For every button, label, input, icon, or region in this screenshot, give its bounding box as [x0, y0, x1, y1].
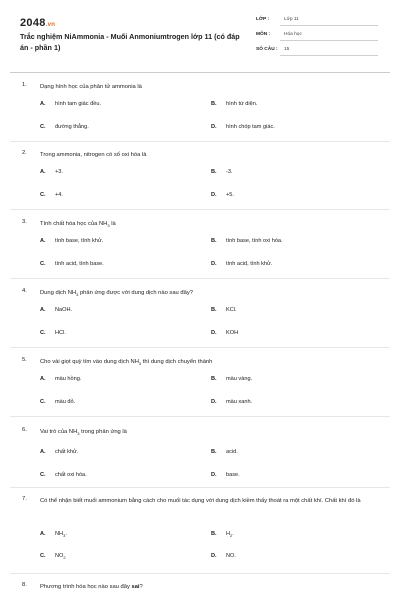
question-stem: Tính chất hóa học của $NH_3$ là — [40, 221, 116, 229]
option-d[interactable]: D. tính acid, tính khử. — [211, 261, 273, 267]
option-d[interactable]: D. KOH — [211, 330, 239, 336]
option-c[interactable]: C. tính acid, tính base. — [40, 261, 104, 267]
question-number: 1. — [22, 82, 27, 88]
option-c[interactable]: C. +4. — [40, 192, 63, 198]
meta-row-count — [256, 47, 378, 57]
option-b[interactable]: B. KCl. — [211, 307, 237, 313]
question-number: 8. — [22, 582, 27, 588]
brand-suffix: .vn — [45, 22, 56, 28]
brand-name: 2048 — [20, 17, 46, 29]
option-d[interactable]: D. màu xanh. — [211, 399, 253, 405]
meta-row-subject — [256, 32, 378, 42]
question-4 — [0, 288, 400, 348]
meta-underline — [280, 25, 378, 26]
question-number: 6. — [22, 427, 27, 433]
option-a[interactable]: A. hình tam giác đều. — [40, 101, 102, 107]
emphasis-word: sai — [131, 584, 140, 590]
question-divider — [10, 141, 390, 142]
question-divider — [10, 416, 390, 417]
option-d[interactable]: D. base. — [211, 472, 240, 478]
question-stem: Dung dịch $NH_3$ phản ứng được với dung dịch nào sau đây? — [40, 290, 193, 298]
option-a[interactable]: A. +3. — [40, 169, 63, 175]
question-7 — [0, 496, 400, 572]
question-5 — [0, 357, 400, 417]
question-divider — [10, 487, 390, 488]
option-a[interactable]: A. $NH_3$. — [40, 531, 67, 539]
option-c[interactable]: C. màu đỏ. — [40, 399, 76, 405]
question-number: 7. — [22, 496, 27, 502]
option-c[interactable]: C. đường thẳng. — [40, 124, 89, 130]
option-a[interactable]: A. chất khử. — [40, 449, 79, 455]
option-d[interactable]: D. +5. — [211, 192, 234, 198]
question-number: 3. — [22, 219, 27, 225]
option-c[interactable]: C. $NO_2$ — [40, 553, 66, 561]
question-divider — [10, 573, 390, 574]
question-stem: Phương trình hóa học nào sau đây sai? — [40, 584, 143, 590]
question-stem: Dạng hình học của phân tử ammonia là — [40, 84, 142, 90]
document-header — [0, 0, 400, 70]
meta-row-class — [256, 17, 378, 27]
option-b[interactable]: B. màu vàng. — [211, 376, 253, 382]
option-b[interactable]: B. acid. — [211, 449, 238, 455]
question-3 — [0, 219, 400, 279]
option-d[interactable]: D. NO. — [211, 553, 236, 559]
question-divider — [10, 347, 390, 348]
question-stem: Có thể nhận biết muối ammonium bằng cách cho muối tác dụng với dung dịch kiềm thấy thoát ra một chất khí. Chất khí đó là — [40, 498, 361, 504]
option-c[interactable]: C. HCl. — [40, 330, 66, 336]
question-stem: Trong ammonia, nitrogen có số oxi hóa là — [40, 152, 147, 158]
question-number: 4. — [22, 288, 27, 294]
meta-underline — [280, 55, 378, 56]
option-a[interactable]: A. tính base, tính khử. — [40, 238, 104, 244]
option-b[interactable]: B. hình tứ diện. — [211, 101, 258, 107]
option-b[interactable]: B. -3. — [211, 169, 233, 175]
meta-value: Lớp 11 — [284, 17, 299, 22]
page-title: Trắc nghiệm NiAmmonia - Muối Anmoniumtrogen lớp 11 (có đáp án - phần 1) — [20, 32, 240, 52]
question-stem: Vai trò của $NH_3$ trong phản ứng là — [40, 429, 127, 437]
meta-label: SỐ CÂU : — [256, 47, 278, 52]
option-b[interactable]: B. tính base, tính oxi hóa. — [211, 238, 283, 244]
question-divider — [10, 209, 390, 210]
question-number: 2. — [22, 150, 27, 156]
meta-underline — [280, 40, 378, 41]
question-number: 5. — [22, 357, 27, 363]
option-d[interactable]: D. hình chóp tam giác. — [211, 124, 275, 130]
header-divider — [10, 72, 390, 73]
question-2 — [0, 150, 400, 210]
question-divider — [10, 278, 390, 279]
question-1 — [0, 82, 400, 142]
option-b[interactable]: B. $H_2$. — [211, 531, 234, 539]
question-6 — [0, 427, 400, 487]
option-c[interactable]: C. chất oxi hóa. — [40, 472, 87, 478]
question-stem: Cho vài giọt quỳ tím vào dung dịch $NH_3$ thì dung dịch chuyển thành — [40, 359, 213, 367]
option-a[interactable]: A. màu hồng. — [40, 376, 82, 382]
meta-label: LỚP : — [256, 17, 270, 22]
question-8 — [0, 582, 400, 596]
site-logo[interactable] — [20, 17, 55, 29]
meta-label: MÔN : — [256, 32, 271, 37]
option-a[interactable]: A. NaOH. — [40, 307, 73, 313]
meta-value: Hóa học — [284, 32, 302, 37]
meta-value: 15 — [284, 47, 290, 52]
